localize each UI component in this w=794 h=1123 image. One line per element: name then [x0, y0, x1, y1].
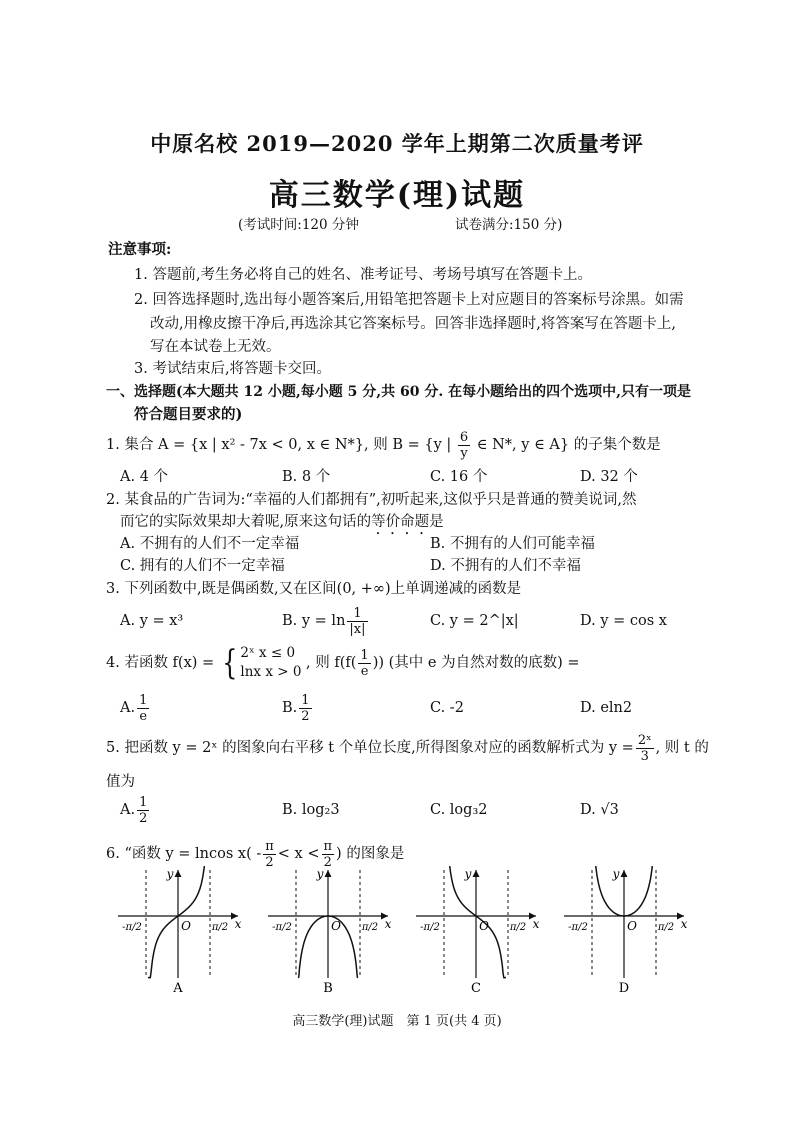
graph-option-label: D	[618, 981, 630, 996]
q1-option-c: C. 16 个	[430, 469, 488, 485]
page-footer: 高三数学(理)试题 第 1 页(共 4 页)	[292, 1014, 502, 1029]
pos-half-pi-label: π/2	[211, 922, 229, 933]
q6-frac2	[322, 840, 335, 869]
q5-opt-a-frac	[137, 796, 149, 825]
origin-label: O	[331, 919, 341, 933]
pos-half-pi-label: π/2	[657, 922, 675, 933]
q2-line2a: 而它的实际效果却大着呢,原来这句话的	[120, 514, 372, 530]
q3-opt-b-den: |x|	[349, 621, 366, 637]
q5-frac-den: 3	[640, 748, 649, 764]
y-axis-label: y	[316, 867, 324, 881]
question-4-stem	[106, 642, 580, 684]
graph-option-label: C	[471, 981, 481, 996]
q3-option-d: D. y = cos x	[580, 613, 667, 629]
q6-frac1	[263, 840, 276, 869]
neg-half-pi-label: -π/2	[272, 922, 292, 933]
graph-b	[268, 867, 392, 996]
q6-stem-b: ) 的图象是	[336, 846, 405, 862]
q5-fraction	[636, 734, 654, 763]
q4-opt-b-den: 2	[301, 708, 310, 724]
question-3-stem: 3. 下列函数中,既是偶函数,又在区间(0, +∞)上单调递减的函数是	[106, 581, 522, 597]
question-1-stem	[106, 425, 661, 465]
q6-stem-mid: < x <	[277, 846, 320, 862]
x-axis-label: x	[532, 917, 540, 931]
q4-option-a	[120, 688, 151, 728]
neg-half-pi-label: -π/2	[420, 922, 440, 933]
section-heading: 一、选择题(本大题共 12 小题,每小题 5 分,共 60 分. 在每小题给出的四个选项中,只有一项是	[106, 384, 691, 400]
q4-fraction	[358, 649, 370, 678]
pos-half-pi-label: π/2	[361, 922, 379, 933]
q4-frac-den: e	[360, 663, 369, 679]
notice-item-2: 2. 回答选择题时,选出每小题答案后,用铅笔把答题卡上对应题目的答案标号涂黑。如需	[134, 292, 684, 308]
q5-stem-a: 5. 把函数 y = 2ˣ 的图象向右平移 t 个单位长度,所得图象对应的函数解析式为 y =	[106, 740, 634, 756]
graph-option-label: B	[323, 981, 333, 996]
question-2-line1: 2. 某食品的广告词为:“幸福的人们都拥有”,初听起来,这似乎只是普通的赞美说词,然	[106, 492, 637, 508]
y-axis-label: y	[612, 867, 620, 881]
origin-label: O	[627, 919, 637, 933]
q2-option-d: D. 不拥有的人们不幸福	[430, 558, 581, 574]
q6-frac2-num: π	[323, 838, 333, 854]
q4-case-1: 2ˣ x ≤ 0	[240, 645, 296, 661]
y-axis-label: y	[166, 867, 174, 881]
q3-opt-b-pre: B. y = ln	[282, 613, 346, 629]
q1-frac-den: y	[460, 445, 468, 461]
q5-option-a	[120, 790, 151, 830]
question-5-stem	[106, 728, 709, 768]
x-axis-label: x	[680, 917, 688, 931]
q3-opt-b-frac	[347, 607, 367, 636]
q4-case-2: lnx x > 0	[240, 664, 302, 680]
q6-stem-a: 6. “函数 y = lncos x( -	[106, 846, 262, 862]
q2-line2c: 是	[429, 514, 444, 530]
neg-half-pi-label: -π/2	[122, 922, 142, 933]
graph-c	[416, 866, 540, 996]
q3-option-a: A. y = x³	[120, 613, 184, 629]
q4-opt-b-frac	[299, 694, 311, 723]
q4-opt-a-num: 1	[139, 692, 148, 708]
y-axis-label: y	[464, 867, 472, 881]
q4-opt-a-frac	[137, 694, 149, 723]
q5-stem-b: , 则 t 的	[655, 740, 709, 756]
q4-brace: {	[222, 643, 238, 683]
q3-option-b	[282, 601, 370, 641]
q1-stem-a: 1. 集合 A = {x | x² - 7x < 0, x ∈ N*}, 则 B = {y |	[106, 437, 452, 453]
q4-frac-num: 1	[360, 647, 369, 663]
notice-item-1: 1. 答题前,考生务必将自己的姓名、准考证号、考场号填写在答题卡上。	[134, 267, 593, 283]
q4-option-d: D. eln2	[580, 700, 633, 716]
q5-opt-a-pre: A.	[120, 802, 136, 818]
q4-mid: , 则 f(f(	[306, 655, 357, 671]
q5-option-b: B. log₂3	[282, 802, 340, 818]
q3-option-c: C. y = 2^|x|	[430, 613, 519, 629]
q5-option-d: D. √3	[580, 802, 619, 818]
q1-frac-num: 6	[459, 429, 469, 445]
notice-heading: 注意事项:	[108, 241, 172, 258]
q6-frac2-den: 2	[323, 854, 332, 870]
q5-line2: 值为	[106, 774, 135, 790]
q4-pre: 4. 若函数 f(x) =	[106, 655, 215, 671]
q5-opt-a-num: 1	[139, 794, 148, 810]
exam-subject-title: 高三数学(理)试题	[268, 178, 526, 213]
q2-line2b: 等价命题	[371, 514, 430, 530]
q4-opt-b-pre: B.	[282, 700, 298, 716]
q1-fraction	[458, 431, 470, 460]
q2-option-a: A. 不拥有的人们不一定幸福	[120, 536, 300, 552]
graph-option-label: A	[173, 981, 183, 996]
q5-frac-num: 2ˣ	[637, 732, 652, 748]
notice-item-2-cont: 改动,用橡皮擦干净后,再选涂其它答案标号。回答非选择题时,将答案写在答题卡上,	[150, 316, 676, 332]
q6-frac1-num: π	[265, 838, 274, 854]
q4-opt-b-num: 1	[301, 692, 310, 708]
notice-item-3: 3. 考试结束后,将答题卡交回。	[134, 361, 332, 377]
exam-header-title: 中原名校 2019—2020 学年上期第二次质量考评	[150, 131, 644, 156]
q1-option-d: D. 32 个	[580, 469, 638, 485]
q4-opt-a-pre: A.	[120, 700, 136, 716]
q3-opt-b-num: 1	[347, 607, 367, 622]
q5-opt-a-den: 2	[139, 810, 148, 826]
q4-option-c: C. -2	[430, 700, 464, 716]
origin-label: O	[181, 919, 191, 933]
exam-time: (考试时间:120 分钟	[238, 217, 359, 233]
exam-score: 试卷满分:150 分)	[455, 217, 563, 233]
graph-a	[118, 866, 242, 996]
section-heading-cont: 符合题目要求的)	[134, 406, 243, 423]
neg-half-pi-label: -π/2	[568, 922, 588, 933]
q1-option-b: B. 8 个	[282, 469, 331, 485]
q5-option-c: C. log₃2	[430, 802, 488, 818]
q4-cases	[240, 644, 301, 682]
q6-frac1-den: 2	[265, 854, 274, 870]
q2-option-c: C. 拥有的人们不一定幸福	[120, 558, 285, 574]
q4-option-b	[282, 688, 314, 728]
pos-half-pi-label: π/2	[509, 922, 527, 933]
origin-label: O	[479, 919, 489, 933]
q2-option-b: B. 不拥有的人们可能幸福	[430, 536, 595, 552]
q1-option-a: A. 4 个	[120, 469, 169, 485]
notice-item-2-cont2: 写在本试卷上无效。	[150, 339, 281, 355]
graph-d	[564, 866, 688, 996]
q1-stem-b: ∈ N*, y ∈ A} 的子集个数是	[476, 437, 661, 453]
x-axis-label: x	[234, 917, 242, 931]
q4-opt-a-den: e	[139, 708, 148, 724]
q6-graphs	[110, 866, 710, 1006]
x-axis-label: x	[384, 917, 392, 931]
q4-post: )) (其中 e 为自然对数的底数) =	[372, 655, 580, 671]
